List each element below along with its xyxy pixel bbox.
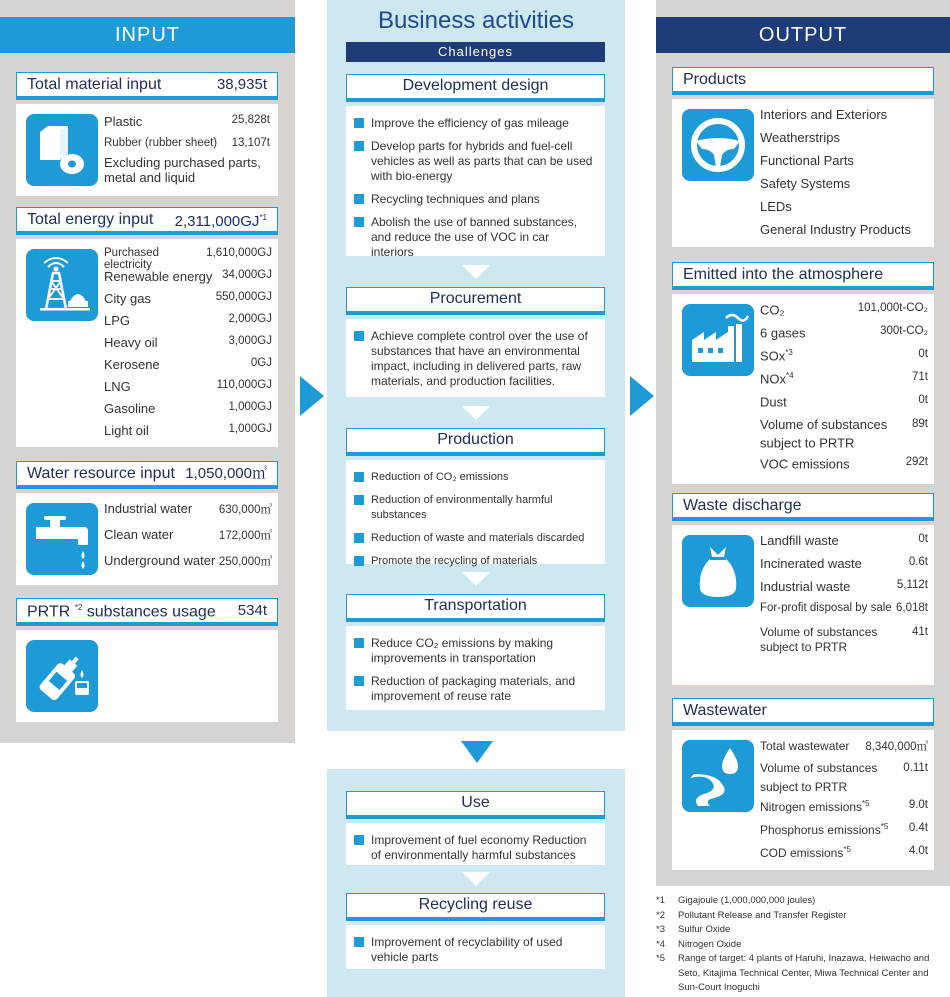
product-item: Safety Systems <box>760 176 851 191</box>
energy-title: Total energy input 2,311,000GJ$^{*1}$ <box>16 207 278 235</box>
bullet-square-icon <box>354 556 364 566</box>
steering-wheel-icon <box>682 109 754 181</box>
energy-row: LNG 110,000GJ <box>104 379 272 394</box>
product-item: LEDs <box>760 199 792 214</box>
challenge-item: Develop parts for hybrids and fuel-cell vehicles as well as parts that can be used with bio-energy <box>354 139 595 184</box>
wastewater-row: Nitrogen emissions$^{*5}$ 9.0t <box>760 799 928 814</box>
waste-title: Waste discharge <box>672 493 934 521</box>
stage-procurement: Procurement <box>346 287 605 315</box>
wastewater-row: Phosphorus emissions$^{*5}$ 0.4t <box>760 822 928 837</box>
atmosphere-row: SOx$^{*3}$ 0t <box>760 348 928 364</box>
flow-arrow-right-icon <box>300 376 326 416</box>
material-row: Plastic 25,828t <box>104 114 270 129</box>
water-box <box>16 493 278 585</box>
energy-row: Renewable energy 34,000GJ <box>104 269 272 284</box>
stage-development-design: Development design <box>346 74 605 102</box>
flow-arrow-right-icon <box>630 376 656 416</box>
output-panel <box>656 0 950 886</box>
chemical-bottle-icon <box>26 640 98 712</box>
atmosphere-row: Dust 0t <box>760 394 928 410</box>
challenge-item: Reduction of packaging materials, and improvement of reuse rate <box>354 674 595 704</box>
factory-icon <box>682 304 754 376</box>
waste-row: For-profit disposal by sale 6,018t <box>760 602 928 614</box>
stage-use-body <box>346 823 605 865</box>
product-item: Interiors and Exteriors <box>760 107 888 122</box>
atmosphere-row: NOx$^{*4}$ 71t <box>760 371 928 387</box>
water-rows <box>104 501 272 579</box>
stage-use: Use <box>346 791 605 819</box>
atmosphere-row: Volume of substances subject to PRTR 89t <box>760 417 928 451</box>
stage-production: Production <box>346 428 605 456</box>
challenge-item: Achieve complete control over the use of substances that have an environmental impact, including in delivered parts, raw materials, and production facilities. <box>354 329 595 389</box>
energy-row: Purchased electricity 1,610,000GJ <box>104 247 272 271</box>
material-note: Excluding purchased parts, metal and liquid <box>104 155 261 185</box>
prtr-total: 534t <box>237 601 267 619</box>
footnotes <box>656 894 946 996</box>
stage-transportation: Transportation <box>346 594 605 622</box>
waste-row: Incinerated waste 0.6t <box>760 556 928 571</box>
footnote: *2 Pollutant Release and Transfer Register <box>656 909 847 921</box>
atmosphere-rows <box>760 302 928 479</box>
bullet-square-icon <box>354 331 364 341</box>
energy-box <box>16 239 278 447</box>
footnote: *1 Gigajoule (1,000,000,000 joules) <box>656 895 816 906</box>
water-row: Underground water 250,000㎥ <box>104 553 272 568</box>
challenge-item: Abolish the use of banned substances, and reduce the use of VOC in car interiors <box>354 215 595 260</box>
challenge-item: Improvement of recyclability of used vehicle parts <box>354 935 595 965</box>
flow-arrow-down-icon <box>462 572 490 586</box>
wastewater-row: Volume of substances subject to PRTR 0.11t <box>760 761 928 794</box>
water-row: Clean water 172,000㎥ <box>104 527 272 542</box>
river-droplet-icon <box>682 740 754 812</box>
stage-recycling-reuse-body <box>346 925 605 969</box>
bullet-square-icon <box>354 835 364 845</box>
energy-row: Light oil 1,000GJ <box>104 423 272 438</box>
material-icon <box>26 114 98 186</box>
atmosphere-row: CO₂ 101,000t-CO₂ <box>760 302 928 318</box>
bullet-square-icon <box>354 472 364 482</box>
waste-row: Landfill waste 0t <box>760 533 928 548</box>
stage-recycling-reuse: Recycling reuse <box>346 893 605 921</box>
material-box <box>16 104 278 196</box>
waste-rows <box>760 533 928 655</box>
challenge-item: Reduction of environmentally harmful substances <box>354 493 595 523</box>
product-item: Weatherstrips <box>760 130 840 145</box>
challenges-bar: Challenges <box>346 42 605 62</box>
product-item: Functional Parts <box>760 153 854 168</box>
atmosphere-box <box>672 294 934 484</box>
challenge-item: Promote the recycling of materials <box>354 554 595 569</box>
challenge-item: Reduce CO₂ emissions by making improvements in transportation <box>354 636 595 666</box>
garbage-bag-icon <box>682 535 754 607</box>
power-plant-icon <box>26 249 98 321</box>
challenge-item: Improve the efficiency of gas mileage <box>354 116 595 131</box>
stage-development-design-body <box>346 106 605 259</box>
challenge-item: Recycling techniques and plans <box>354 192 595 207</box>
wastewater-box <box>672 730 934 870</box>
input-header: INPUT <box>0 17 295 53</box>
bullet-square-icon <box>354 638 364 648</box>
energy-row: Kerosene 0GJ <box>104 357 272 372</box>
output-header: OUTPUT <box>656 17 950 53</box>
bullet-square-icon <box>354 141 364 151</box>
wastewater-title: Wastewater <box>672 698 934 726</box>
prtr-title: PRTR $^{*2}$ substances usage 534t <box>16 598 278 626</box>
waste-box <box>672 525 934 685</box>
challenge-item: Improvement of fuel economy Reduction of environmentally harmful substances <box>354 833 595 863</box>
energy-total: 2,311,000GJ <box>174 212 260 230</box>
atmosphere-row: VOC emissions 292t <box>760 456 928 472</box>
material-rows <box>104 114 270 185</box>
energy-row: Heavy oil 3,000GJ <box>104 335 272 350</box>
challenge-item: Reduction of waste and materials discarded <box>354 531 595 546</box>
flow-arrow-down-icon <box>462 406 490 420</box>
bullet-square-icon <box>354 217 364 227</box>
input-panel <box>0 0 295 743</box>
waste-row: Industrial waste 5,112t <box>760 579 928 594</box>
bullet-square-icon <box>354 937 364 947</box>
energy-row: City gas 550,000GJ <box>104 291 272 306</box>
products-title: Products <box>672 67 934 95</box>
stage-procurement-body <box>346 319 605 397</box>
products-list <box>760 107 930 245</box>
energy-row: Gasoline 1,000GJ <box>104 401 272 416</box>
stage-production-body <box>346 460 605 567</box>
energy-row: LPG 2,000GJ <box>104 313 272 328</box>
bullet-square-icon <box>354 194 364 204</box>
bullet-square-icon <box>354 676 364 686</box>
material-total: 38,935t <box>216 75 267 93</box>
material-row: Rubber (rubber sheet) 13,107t <box>104 137 270 149</box>
bullet-square-icon <box>354 118 364 128</box>
faucet-icon <box>26 503 98 575</box>
water-row: Industrial water 630,000㎥ <box>104 501 272 516</box>
flow-arrow-down-icon <box>462 265 490 279</box>
footnote: *4 Nitrogen Oxide <box>656 938 742 950</box>
water-title: Water resource input 1,050,000㎥ <box>16 461 278 489</box>
wastewater-rows <box>760 738 928 868</box>
bullet-square-icon <box>354 495 364 505</box>
footnote: *3 Sulfur Oxide <box>656 924 731 935</box>
wastewater-row: Total wastewater 8,340,000㎥ <box>760 739 928 753</box>
business-title: Business activities <box>377 7 575 34</box>
bullet-square-icon <box>354 533 364 543</box>
water-total: 1,050,000㎥ <box>185 464 267 482</box>
wastewater-row: COD emissions$^{*5}$ 4.0t <box>760 845 928 860</box>
atmosphere-row: 6 gases 300t-CO₂ <box>760 325 928 341</box>
material-title: Total material input 38,935t <box>16 72 278 100</box>
flow-arrow-down-large-icon <box>461 741 493 763</box>
products-box <box>672 99 934 247</box>
challenge-item: Reduction of CO₂ emissions <box>354 470 595 485</box>
product-item: General Industry Products <box>760 222 912 237</box>
waste-row: Volume of substances subject to PRTR 41t <box>760 625 928 654</box>
footnote: *5 Range of target: 4 plants of Haruhi, Inazawa, Heiwacho and Seto, Kitajima Technical Center, Miwa Technical Center and Sun-Court Inoguchi <box>656 953 930 993</box>
flow-arrow-down-icon <box>462 872 490 886</box>
prtr-box <box>16 630 278 722</box>
energy-rows <box>104 247 272 445</box>
atmosphere-title: Emitted into the atmosphere <box>672 262 934 290</box>
stage-transportation-body <box>346 626 605 710</box>
